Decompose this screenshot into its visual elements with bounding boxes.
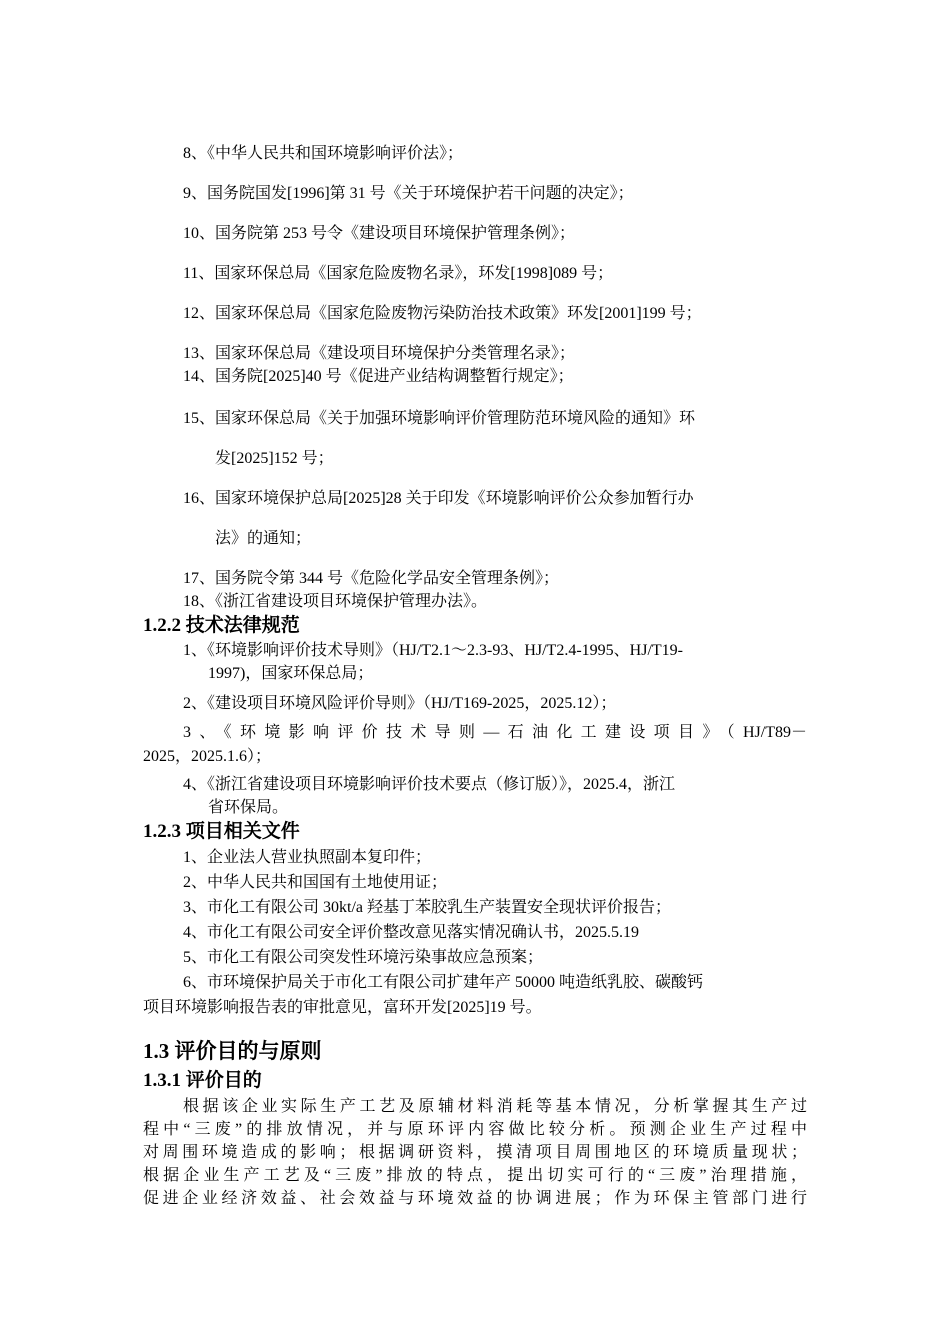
doc-item-6-line1: 6、市环境保护局关于市化工有限公司扩建年产 50000 吨造纸乳胶、碳酸钙	[183, 974, 704, 991]
tech-item-1-line1: 1、《环境影响评价技术导则》（HJ/T2.1～2.3-93、HJ/T2.4-1995、HJ/T19-	[183, 642, 683, 659]
paragraph-line-5: 促进企业经济效益、社会效益与环境效益的协调进展；作为环保主管部门进行	[143, 1190, 807, 1207]
paragraph-line-4: 根据企业生产工艺及“三废”排放的特点，提出切实可行的“三废”治理措施，	[143, 1167, 807, 1184]
law-item-8: 8、《中华人民共和国环境影响评价法》；	[183, 145, 464, 162]
law-item-10: 10、国务院第 253 号令《建设项目环境保护管理条例》；	[183, 225, 576, 242]
law-item-12: 12、国家环保总局《国家危险废物污染防治技术政策》环发[2001]199 号；	[183, 305, 702, 322]
section-heading-tech-standards: 1.2.2 技术法律规范	[143, 615, 300, 636]
doc-item-3: 3、市化工有限公司 30kt/a 羟基丁苯胶乳生产装置安全现状评价报告；	[183, 899, 671, 916]
tech-item-4-line2: 省环保局。	[208, 799, 289, 816]
law-item-11: 11、国家环保总局《国家危险废物名录》，环发[1998]089 号；	[183, 265, 614, 282]
paragraph-line-1: 根据该企业实际生产工艺及原辅材料消耗等基本情况，分析掌握其生产过	[183, 1098, 807, 1115]
doc-item-6-line2: 项目环境影响报告表的审批意见，富环开发[2025]19 号。	[143, 999, 542, 1016]
law-item-18: 18、《浙江省建设项目环境保护管理办法》。	[183, 593, 488, 610]
tech-item-1-line2: 1997)，国家环保总局；	[208, 665, 374, 682]
law-item-15-line2: 发[2025]152 号；	[215, 450, 334, 467]
law-item-13: 13、国家环保总局《建设项目环境保护分类管理名录》；	[183, 345, 576, 362]
doc-item-2: 2、中华人民共和国国有土地使用证；	[183, 874, 448, 891]
law-item-16-line2: 法》的通知；	[215, 530, 312, 547]
paragraph-line-2: 程中“三废”的排放情况，并与原环评内容做比较分析。预测企业生产过程中	[143, 1121, 807, 1138]
law-item-16-line1: 16、国家环境保护总局[2025]28 关于印发《环境影响评价公众参加暂行办	[183, 490, 694, 507]
tech-item-3-line1: 3、《环境影响评价技术导则—石油化工建设项目》（HJ/T89－	[183, 724, 807, 741]
section-heading-project-docs: 1.2.3 项目相关文件	[143, 821, 300, 842]
tech-item-3-line2: 2025，2025.1.6）；	[143, 748, 272, 765]
subsection-heading-purpose: 1.3.1 评价目的	[143, 1070, 262, 1091]
tech-item-2: 2、《建设项目环境风险评价导则》（HJ/T169-2025，2025.12）；	[183, 695, 617, 712]
doc-item-5: 5、市化工有限公司突发性环境污染事故应急预案；	[183, 949, 544, 966]
doc-item-4: 4、市化工有限公司安全评价整改意见落实情况确认书，2025.5.19	[183, 924, 640, 941]
law-item-17: 17、国务院令第 344 号《危险化学品安全管理条例》；	[183, 570, 560, 587]
tech-item-4-line1: 4、《浙江省建设项目环境影响评价技术要点（修订版）》，2025.4，浙江	[183, 776, 676, 793]
doc-item-1: 1、企业法人营业执照副本复印件；	[183, 849, 432, 866]
law-item-9: 9、国务院国发[1996]第 31 号《关于环境保护若干问题的决定》；	[183, 185, 634, 202]
paragraph-line-3: 对周围环境造成的影响；根据调研资料，摸清项目周围地区的环境质量现状；	[143, 1144, 807, 1161]
section-heading-purpose-principles: 1.3 评价目的与原则	[143, 1039, 322, 1063]
law-item-14: 14、国务院[2025]40 号《促进产业结构调整暂行规定》；	[183, 368, 574, 385]
law-item-15-line1: 15、国家环保总局《关于加强环境影响评价管理防范环境风险的通知》环	[183, 410, 696, 427]
